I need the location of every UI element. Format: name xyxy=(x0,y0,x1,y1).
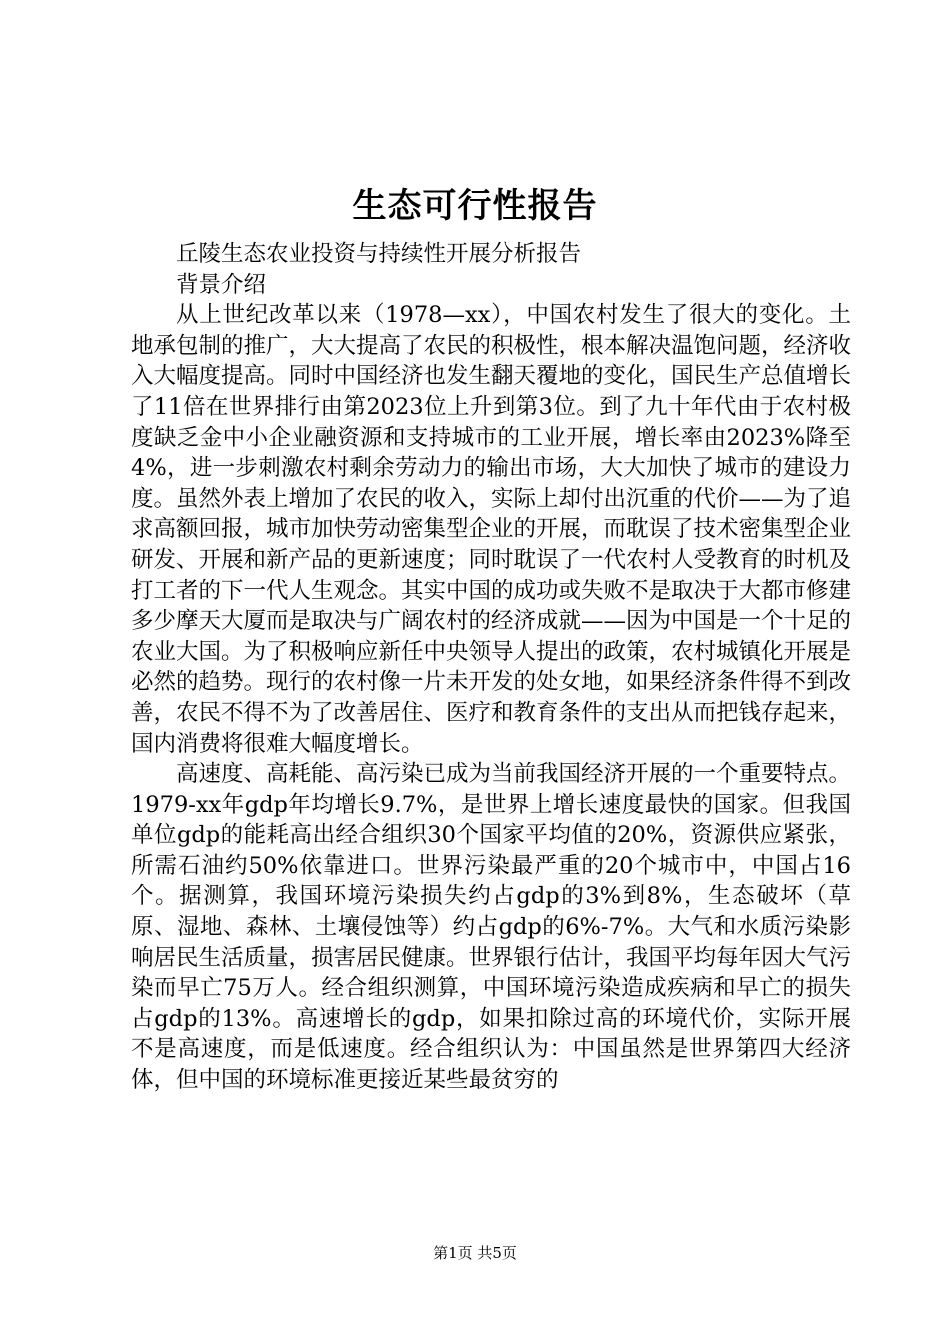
document-body xyxy=(131,239,851,1096)
paragraph-2: 高速度、高耗能、高污染已成为当前我国经济开展的一个重要特点。1979-xx年gdp年均增长9.7%，是世界上增长速度最快的国家。但我国单位gdp的能耗高出经合组织30个国家平均值的20%，资源供应紧张，所需石油约50%依靠进口。世界污染最严重的20个城市中，中国占16个。据测算，我国环境污染损失约占gdp的3%到8%，生态破坏（草原、湿地、森林、土壤侵蚀等）约占gdp的6%-7%。大气和水质污染影响居民生活质量，损害居民健康。世界银行估计，我国平均每年因大气污染而早亡75万人。经合组织测算，中国环境污染造成疾病和早亡的损失占gdp的13%。高速增长的gdp，如果扣除过高的环境代价，实际开展不是高速度，而是低速度。经合组织认为：中国虽然是世界第四大经济体，但中国的环境标准更接近某些最贫穷的 xyxy=(131,761,852,1094)
paragraph-1: 从上世纪改革以来（1978—xx），中国农村发生了很大的变化。土地承包制的推广，大大提高了农民的积极性，根本解决温饱问题，经济收入大幅度提高。同时中国经济也发生翻天覆地的变化，国民生产总值增长了11倍在世界排行由第2023位上升到第3位。到了九十年代由于农村极度缺乏金中小企业融资源和支持城市的工业开展，增长率由2023%降至4%，进一步刺激农村剩余劳动力的输出市场，大大加快了城市的建设力度。虽然外表上增加了农民的收入，实际上却付出沉重的代价——为了追求高额回报，城市加快劳动密集型企业的开展，而耽误了技术密集型企业研发、开展和新产品的更新速度；同时耽误了一代农村人受教育的时机及打工者的下一代人生观念。其实中国的成功或失败不是取决于大都市修建多少摩天大厦而是取决与广阔农村的经济成就——因为中国是一个十足的农业大国。为了积极响应新任中央领导人提出的政策，农村城镇化开展是必然的趋势。现行的农村像一片未开发的处女地，如果经济条件得不到改善，农民不得不为了改善居住、医疗和教育条件的支出从而把钱存起来，国内消费将很难大幅度增长。 xyxy=(131,302,852,757)
section-heading: 背景介绍 xyxy=(176,271,267,298)
page-footer: 第1页 共5页 xyxy=(433,1244,517,1262)
document-title: 生态可行性报告 xyxy=(352,186,598,226)
document-subtitle: 丘陵生态农业投资与持续性开展分析报告 xyxy=(176,241,582,267)
